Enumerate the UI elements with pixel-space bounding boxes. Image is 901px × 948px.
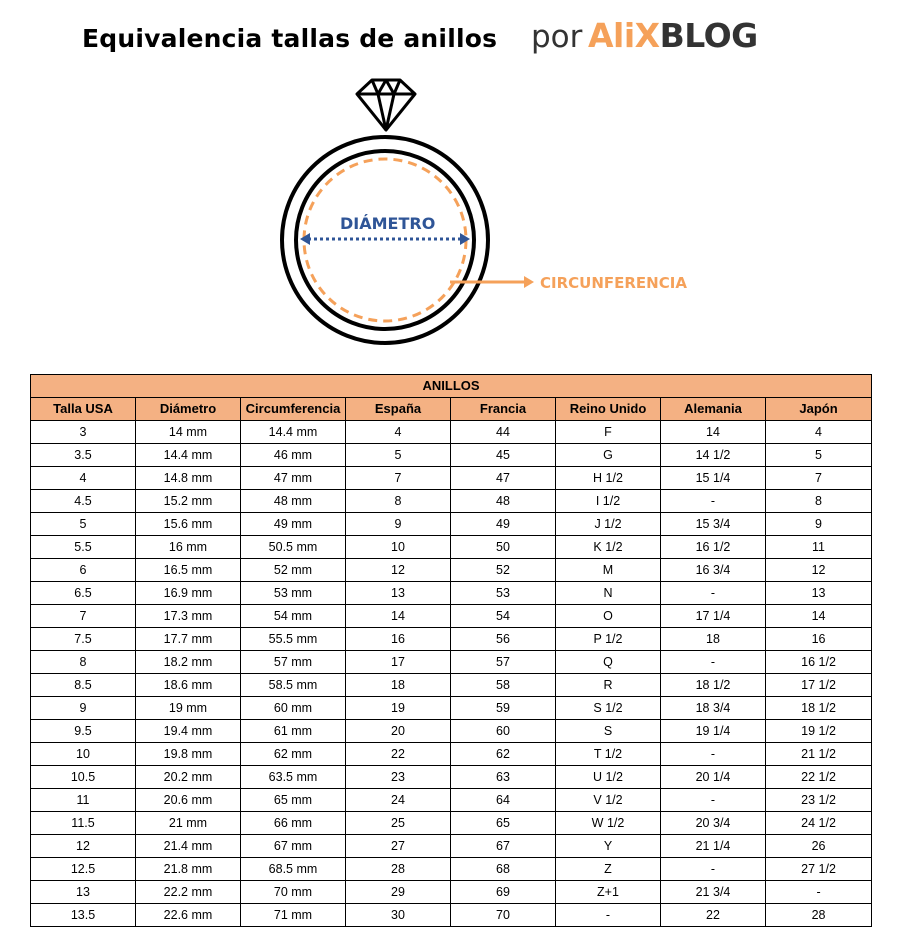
table-cell: 68.5 mm — [241, 858, 346, 881]
table-cell: 56 — [451, 628, 556, 651]
table-cell: 68 — [451, 858, 556, 881]
table-cell: Q — [556, 651, 661, 674]
table-cell: 12 — [31, 835, 136, 858]
table-cell: 7 — [346, 467, 451, 490]
table-cell: 19 1/4 — [661, 720, 766, 743]
table-row — [31, 812, 872, 835]
table-cell: 49 mm — [241, 513, 346, 536]
table-cell: P 1/2 — [556, 628, 661, 651]
table-cell: 18 — [661, 628, 766, 651]
table-cell: 17.7 mm — [136, 628, 241, 651]
table-cell: 29 — [346, 881, 451, 904]
table-cell: 20 1/4 — [661, 766, 766, 789]
table-cell: 13.5 — [31, 904, 136, 927]
column-header: Talla USA — [31, 398, 136, 421]
table-row — [31, 835, 872, 858]
column-header: Diámetro — [136, 398, 241, 421]
table-cell: 8.5 — [31, 674, 136, 697]
table-cell: 11 — [766, 536, 872, 559]
table-cell: K 1/2 — [556, 536, 661, 559]
table-cell: 50.5 mm — [241, 536, 346, 559]
table-cell: 14 — [346, 605, 451, 628]
table-cell: 8 — [346, 490, 451, 513]
table-cell: 22 1/2 — [766, 766, 872, 789]
table-cell: 11.5 — [31, 812, 136, 835]
table-cell: 14.4 mm — [136, 444, 241, 467]
table-cell: 12 — [346, 559, 451, 582]
table-cell: 18 1/2 — [661, 674, 766, 697]
table-cell: 22 — [661, 904, 766, 927]
table-row — [31, 490, 872, 513]
table-cell: 49 — [451, 513, 556, 536]
table-cell: 5 — [346, 444, 451, 467]
table-cell: 66 mm — [241, 812, 346, 835]
table-row — [31, 674, 872, 697]
table-cell: 69 — [451, 881, 556, 904]
table-cell: - — [661, 490, 766, 513]
table-cell: 7 — [31, 605, 136, 628]
column-header: Japón — [766, 398, 872, 421]
table-row — [31, 467, 872, 490]
table-cell: 24 — [346, 789, 451, 812]
table-cell: 22.6 mm — [136, 904, 241, 927]
title-por: por — [531, 19, 583, 55]
page-title: Equivalencia tallas de anillos — [82, 24, 498, 53]
table-cell: 61 mm — [241, 720, 346, 743]
table-row — [31, 720, 872, 743]
table-cell: 9 — [346, 513, 451, 536]
table-cell: 18.2 mm — [136, 651, 241, 674]
table-cell: 47 — [451, 467, 556, 490]
table-cell: 48 — [451, 490, 556, 513]
table-cell: 23 1/2 — [766, 789, 872, 812]
table-cell: 14 mm — [136, 421, 241, 444]
column-header: Circumferencia — [241, 398, 346, 421]
table-cell: 67 — [451, 835, 556, 858]
table-cell: 54 mm — [241, 605, 346, 628]
table-cell: 16 mm — [136, 536, 241, 559]
table-cell: 53 mm — [241, 582, 346, 605]
table-cell: 17 1/2 — [766, 674, 872, 697]
table-cell: 18 1/2 — [766, 697, 872, 720]
table-cell: 20.6 mm — [136, 789, 241, 812]
column-header: Reino Unido — [556, 398, 661, 421]
table-cell: 4.5 — [31, 490, 136, 513]
table-cell: H 1/2 — [556, 467, 661, 490]
circumference-label: CIRCUNFERENCIA — [540, 274, 687, 292]
table-cell: 16 — [766, 628, 872, 651]
table-cell: 23 — [346, 766, 451, 789]
table-cell: 16 — [346, 628, 451, 651]
table-cell: 14 — [766, 605, 872, 628]
table-cell: 5 — [31, 513, 136, 536]
group-header-row — [31, 375, 872, 398]
table-cell: 18 — [346, 674, 451, 697]
table-cell: 16 1/2 — [661, 536, 766, 559]
brand-logo — [588, 16, 758, 55]
table-row — [31, 743, 872, 766]
table-cell: 63.5 mm — [241, 766, 346, 789]
table-cell: Y — [556, 835, 661, 858]
table-cell: 52 — [451, 559, 556, 582]
table-cell: 18.6 mm — [136, 674, 241, 697]
table-cell: 57 mm — [241, 651, 346, 674]
table-cell: 10.5 — [31, 766, 136, 789]
table-cell: 60 mm — [241, 697, 346, 720]
column-header: Alemania — [661, 398, 766, 421]
table-cell: 15 1/4 — [661, 467, 766, 490]
table-cell: 4 — [766, 421, 872, 444]
column-header-row — [31, 398, 872, 421]
table-cell: 10 — [346, 536, 451, 559]
table-cell: 21 1/4 — [661, 835, 766, 858]
table-cell: 30 — [346, 904, 451, 927]
table-cell: 4 — [346, 421, 451, 444]
table-cell: U 1/2 — [556, 766, 661, 789]
table-cell: - — [661, 651, 766, 674]
table-cell: 19 — [346, 697, 451, 720]
table-cell: 28 — [766, 904, 872, 927]
table-cell: F — [556, 421, 661, 444]
table-cell: 71 mm — [241, 904, 346, 927]
ring-outer — [282, 137, 488, 343]
table-cell: 65 — [451, 812, 556, 835]
table-row — [31, 628, 872, 651]
table-row — [31, 858, 872, 881]
table-cell: M — [556, 559, 661, 582]
table-cell: 47 mm — [241, 467, 346, 490]
table-cell: - — [766, 881, 872, 904]
brand-blog: BLOG — [659, 16, 758, 55]
table-cell: 19 1/2 — [766, 720, 872, 743]
table-cell: 22 — [346, 743, 451, 766]
table-cell: W 1/2 — [556, 812, 661, 835]
table-cell: 65 mm — [241, 789, 346, 812]
table-cell: 67 mm — [241, 835, 346, 858]
table-cell: Z+1 — [556, 881, 661, 904]
table-cell: S — [556, 720, 661, 743]
table-cell: 13 — [346, 582, 451, 605]
table-cell: 55.5 mm — [241, 628, 346, 651]
table-cell: 4 — [31, 467, 136, 490]
table-cell: 16 3/4 — [661, 559, 766, 582]
table-cell: - — [556, 904, 661, 927]
table-cell: 13 — [766, 582, 872, 605]
table-cell: Z — [556, 858, 661, 881]
table-cell: - — [661, 582, 766, 605]
table-cell: 19 mm — [136, 697, 241, 720]
table-cell: 25 — [346, 812, 451, 835]
table-cell: 17 1/4 — [661, 605, 766, 628]
table-cell: N — [556, 582, 661, 605]
table-cell: 24 1/2 — [766, 812, 872, 835]
table-cell: 17.3 mm — [136, 605, 241, 628]
table-cell: 6 — [31, 559, 136, 582]
table-row — [31, 536, 872, 559]
table-cell: 27 — [346, 835, 451, 858]
table-cell: 62 — [451, 743, 556, 766]
table-cell: - — [661, 743, 766, 766]
table-cell: 21 mm — [136, 812, 241, 835]
diamond-icon — [357, 80, 415, 130]
table-cell: 14.8 mm — [136, 467, 241, 490]
table-cell: 46 mm — [241, 444, 346, 467]
table-cell: 21 1/2 — [766, 743, 872, 766]
ring-size-table — [30, 374, 872, 927]
table-cell: 28 — [346, 858, 451, 881]
table-cell: 14 1/2 — [661, 444, 766, 467]
table-cell: 53 — [451, 582, 556, 605]
table-cell: 63 — [451, 766, 556, 789]
table-row — [31, 904, 872, 927]
table-cell: 7.5 — [31, 628, 136, 651]
table-cell: 8 — [766, 490, 872, 513]
table-cell: J 1/2 — [556, 513, 661, 536]
table-cell: 5 — [766, 444, 872, 467]
table-cell: I 1/2 — [556, 490, 661, 513]
table-row — [31, 789, 872, 812]
table-cell: 21.8 mm — [136, 858, 241, 881]
table-cell: 50 — [451, 536, 556, 559]
table-cell: 19.4 mm — [136, 720, 241, 743]
table-row — [31, 881, 872, 904]
table-row — [31, 697, 872, 720]
brand-alix: AliX — [588, 16, 660, 55]
table-cell: 70 — [451, 904, 556, 927]
table-cell: 54 — [451, 605, 556, 628]
table-cell: 45 — [451, 444, 556, 467]
table-row — [31, 605, 872, 628]
table-row — [31, 513, 872, 536]
table-cell: - — [661, 789, 766, 812]
table-cell: 20.2 mm — [136, 766, 241, 789]
table-cell: 14 — [661, 421, 766, 444]
table-cell: 15 3/4 — [661, 513, 766, 536]
table-cell: 17 — [346, 651, 451, 674]
table-cell: 12 — [766, 559, 872, 582]
table-cell: 44 — [451, 421, 556, 444]
table-cell: 64 — [451, 789, 556, 812]
ring-diagram — [270, 72, 710, 362]
table-cell: 16 1/2 — [766, 651, 872, 674]
table-cell: 62 mm — [241, 743, 346, 766]
table-cell: 5.5 — [31, 536, 136, 559]
table-cell: 20 3/4 — [661, 812, 766, 835]
table-cell: 19.8 mm — [136, 743, 241, 766]
table-cell: 27 1/2 — [766, 858, 872, 881]
table-cell: 9 — [766, 513, 872, 536]
table-cell: 16.5 mm — [136, 559, 241, 582]
table-cell: 26 — [766, 835, 872, 858]
table-cell: 6.5 — [31, 582, 136, 605]
column-header: Francia — [451, 398, 556, 421]
table-cell: 58.5 mm — [241, 674, 346, 697]
table-row — [31, 444, 872, 467]
table-cell: 9 — [31, 697, 136, 720]
table-cell: 60 — [451, 720, 556, 743]
diameter-label: DIÁMETRO — [340, 214, 436, 233]
table-row — [31, 651, 872, 674]
table-cell: 3 — [31, 421, 136, 444]
table-row — [31, 766, 872, 789]
table-cell: 70 mm — [241, 881, 346, 904]
table-cell: 12.5 — [31, 858, 136, 881]
table-cell: 58 — [451, 674, 556, 697]
table-row — [31, 559, 872, 582]
table-cell: 9.5 — [31, 720, 136, 743]
table-cell: 8 — [31, 651, 136, 674]
table-cell: G — [556, 444, 661, 467]
table-cell: O — [556, 605, 661, 628]
table-cell: 57 — [451, 651, 556, 674]
title-row — [0, 18, 901, 68]
table-cell: 7 — [766, 467, 872, 490]
table-cell: 59 — [451, 697, 556, 720]
table-row — [31, 582, 872, 605]
table-cell: 10 — [31, 743, 136, 766]
table-cell: 14.4 mm — [241, 421, 346, 444]
diameter-arrow — [300, 233, 470, 245]
table-cell: 22.2 mm — [136, 881, 241, 904]
table-cell: S 1/2 — [556, 697, 661, 720]
table-cell: 3.5 — [31, 444, 136, 467]
table-cell: R — [556, 674, 661, 697]
table-row — [31, 421, 872, 444]
group-header: ANILLOS — [31, 375, 872, 398]
table-cell: 18 3/4 — [661, 697, 766, 720]
table-cell: 21 3/4 — [661, 881, 766, 904]
table-cell: 16.9 mm — [136, 582, 241, 605]
table-cell: T 1/2 — [556, 743, 661, 766]
table-cell: 11 — [31, 789, 136, 812]
table-cell: V 1/2 — [556, 789, 661, 812]
table-cell: 20 — [346, 720, 451, 743]
table-cell: 48 mm — [241, 490, 346, 513]
table-cell: 15.2 mm — [136, 490, 241, 513]
table-cell: 13 — [31, 881, 136, 904]
table-cell: 21.4 mm — [136, 835, 241, 858]
table-cell: 52 mm — [241, 559, 346, 582]
table-cell: - — [661, 858, 766, 881]
table-cell: 15.6 mm — [136, 513, 241, 536]
column-header: España — [346, 398, 451, 421]
